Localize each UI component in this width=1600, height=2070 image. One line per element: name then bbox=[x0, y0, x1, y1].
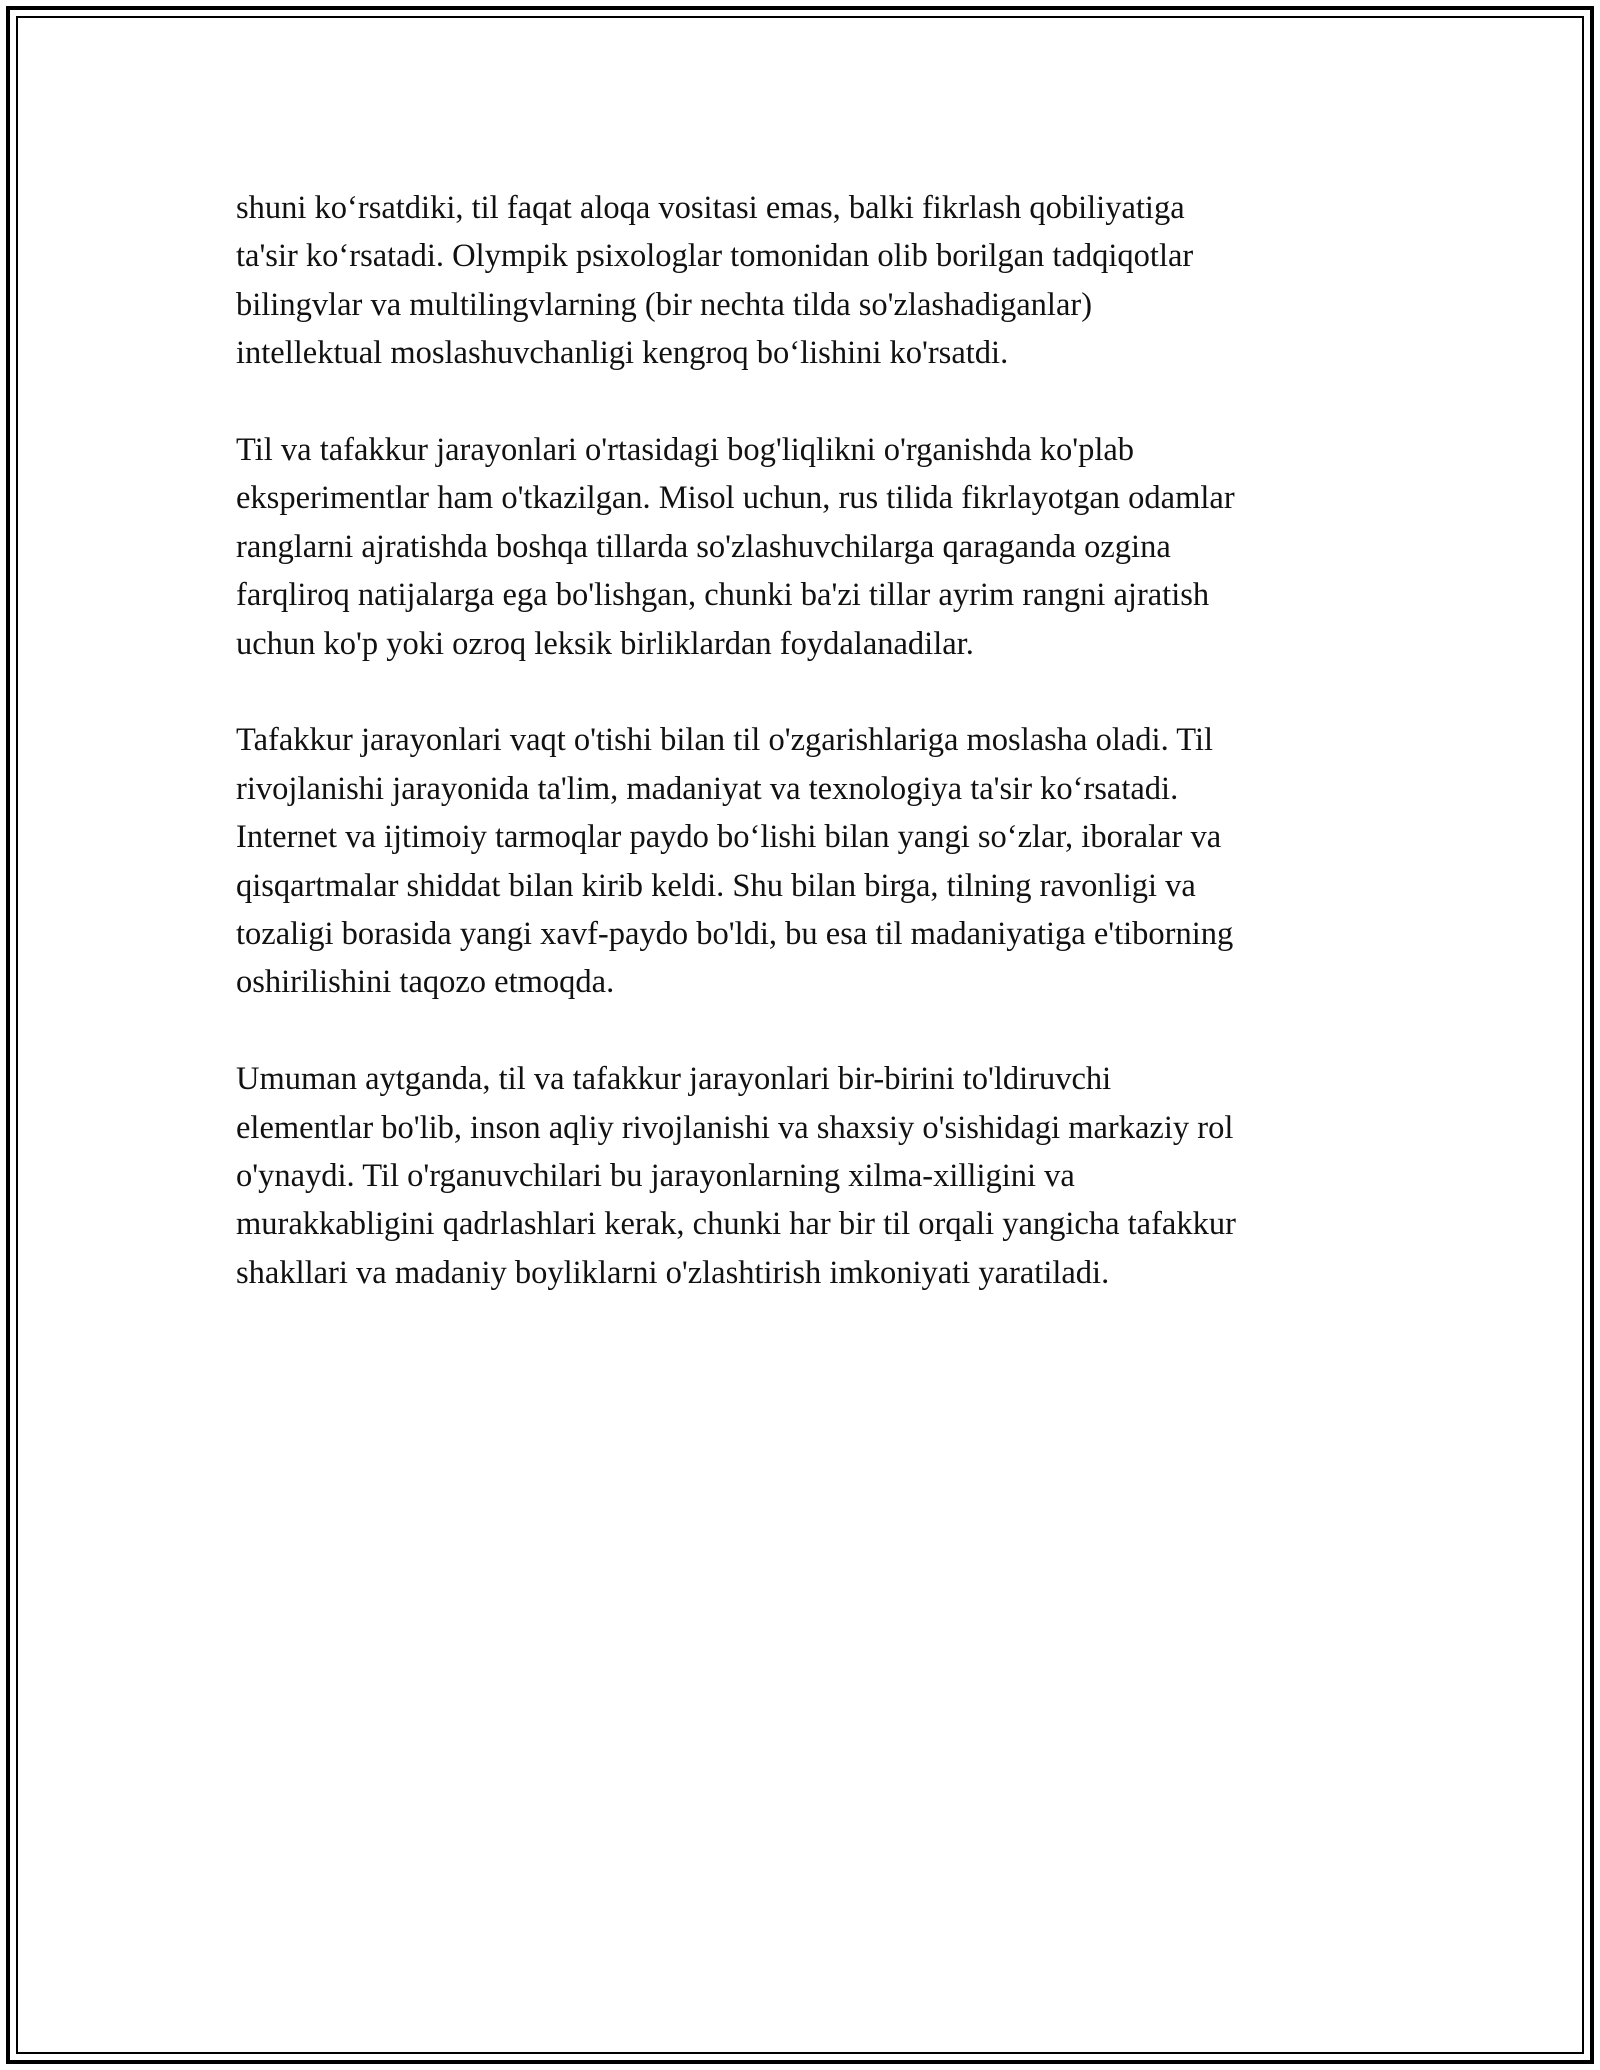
paragraph-line: oshirilishini taqozo etmoqda. bbox=[236, 964, 615, 1001]
paragraph-line: rivojlanishi jarayonida ta'lim, madaniyat va texnologiya ta'sir ko‘rsatadi. bbox=[236, 770, 1179, 807]
paragraph-line: uchun ko'p yoki ozroq leksik birliklardan foydalanadilar. bbox=[236, 625, 974, 662]
paragraph-1 bbox=[236, 184, 1396, 378]
paragraph-line: ta'sir ko‘rsatadi. Olympik psixologlar tomonidan olib borilgan tadqiqotlar bbox=[236, 238, 1194, 275]
paragraph-line: qisqartmalar shiddat bilan kirib keldi. Shu bilan birga, tilning ravonligi va bbox=[236, 867, 1196, 904]
paragraph-2 bbox=[236, 426, 1396, 668]
paragraph-line: Tafakkur jarayonlari vaqt o'tishi bilan til o'zgarishlariga moslasha oladi. Til bbox=[236, 722, 1214, 759]
paragraph-line: Umuman aytganda, til va tafakkur jarayonlari bir-birini to'ldiruvchi bbox=[236, 1061, 1112, 1098]
paragraph-line: Til va tafakkur jarayonlari o'rtasidagi bog'liqlikni o'rganishda ko'plab bbox=[236, 432, 1135, 469]
paragraph-line: shuni ko‘rsatdiki, til faqat aloqa vositasi emas, balki fikrlash qobiliyatiga bbox=[236, 190, 1185, 226]
paragraph-3 bbox=[236, 716, 1396, 1006]
paragraph-line: murakkabligini qadrlashlari kerak, chunki har bir til orqali yangicha tafakkur bbox=[236, 1206, 1236, 1243]
paragraph-line: bilingvlar va multilingvlarning (bir nechta tilda so'zlashadiganlar) bbox=[236, 286, 1093, 323]
paragraph-line: Internet va ijtimoiy tarmoqlar paydo bo‘lishi bilan yangi so‘zlar, iboralar va bbox=[236, 819, 1222, 856]
paragraph-line: ranglarni ajratishda boshqa tillarda so'zlashuvchilarga qaraganda ozgina bbox=[236, 528, 1171, 565]
paragraph-line: tozaligi borasida yangi xavf-paydo bo'ldi, bu esa til madaniyatiga e'tiborning bbox=[236, 916, 1234, 953]
paragraph-line: elementlar bo'lib, inson aqliy rivojlanishi va shaxsiy o'sishidagi markaziy rol bbox=[236, 1109, 1234, 1146]
paragraph-line: eksperimentlar ham o'tkazilgan. Misol uchun, rus tilida fikrlayotgan odamlar bbox=[236, 480, 1235, 517]
document-body bbox=[236, 184, 1396, 1346]
paragraph-line: o'ynaydi. Til o'rganuvchilari bu jarayonlarning xilma-xilligini va bbox=[236, 1158, 1075, 1195]
paragraph-line: intellektual moslashuvchanligi kengroq bo‘lishini ko'rsatdi. bbox=[236, 335, 1009, 372]
paragraph-line: farqliroq natijalarga ega bo'lishgan, chunki ba'zi tillar ayrim rangni ajratish bbox=[236, 577, 1210, 614]
paragraph-4 bbox=[236, 1055, 1396, 1297]
paragraph-line: shakllari va madaniy boyliklarni o'zlashtirish imkoniyati yaratiladi. bbox=[236, 1254, 1110, 1291]
